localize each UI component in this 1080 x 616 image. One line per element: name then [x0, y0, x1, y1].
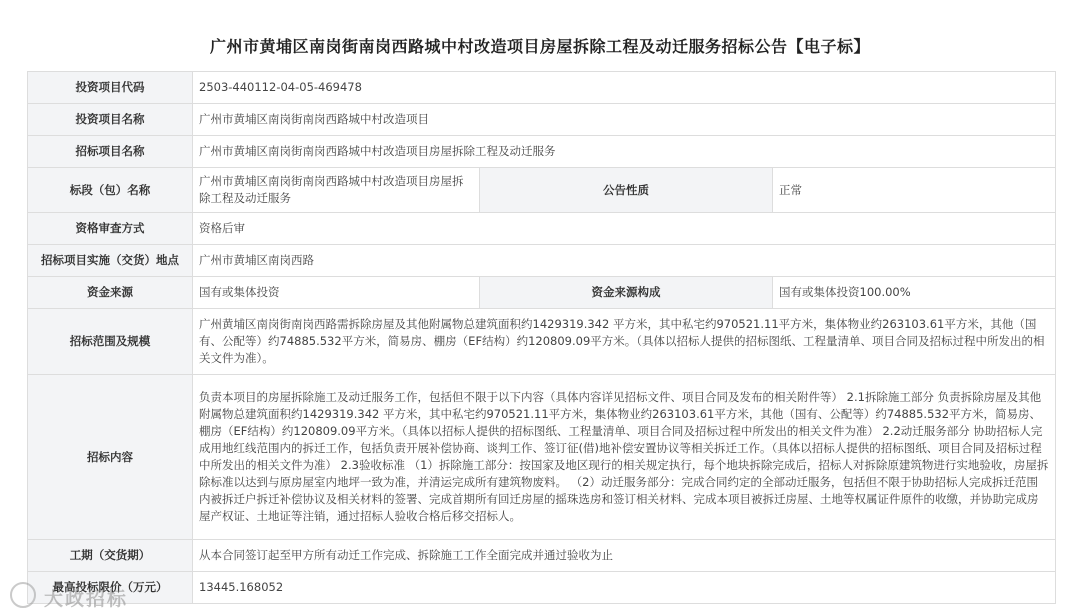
- section-name-value: 广州市黄埔区南岗街南岗西路城中村改造项目房屋拆除工程及动迁服务: [193, 168, 480, 213]
- scope-label: 招标范围及规模: [28, 309, 193, 375]
- duration-value: 从本合同签订起至甲方所有动迁工作完成、拆除施工工作全面完成并通过验收为止: [193, 540, 1056, 572]
- tender-name-value: 广州市黄埔区南岗街南岗西路城中村改造项目房屋拆除工程及动迁服务: [193, 136, 1056, 168]
- table-row: [28, 540, 1056, 572]
- table-row: [28, 72, 1056, 104]
- fund-source-label: 资金来源: [28, 277, 193, 309]
- duration-label: 工期（交货期）: [28, 540, 193, 572]
- fund-composition-label: 资金来源构成: [480, 277, 773, 309]
- tender-name-label: 招标项目名称: [28, 136, 193, 168]
- table-row: [28, 309, 1056, 375]
- table-row: [28, 375, 1056, 540]
- watermark-text: 大政招标: [44, 588, 129, 610]
- fund-source-value: 国有或集体投资: [193, 277, 480, 309]
- table-row: [28, 572, 1056, 604]
- location-label: 招标项目实施（交货）地点: [28, 245, 193, 277]
- logo-icon: [10, 582, 36, 608]
- section-name-label: 标段（包）名称: [28, 168, 193, 213]
- table-row: [28, 213, 1056, 245]
- table-row: [28, 168, 1056, 213]
- scope-value: 广州黄埔区南岗街南岗西路需拆除房屋及其他附属物总建筑面积约1429319.342 平方米，其中私宅约970521.11平方米，集体物业约263103.61平方米，其他（国有、公配等）约74885.532平方米，简易房、棚房（EF结构）约120809.09平方米。（具体以招标人提供的招标图纸、工程量清单、项目合同及招标过程中所发出的相关文件为准）。: [193, 309, 1056, 375]
- qualification-label: 资格审查方式: [28, 213, 193, 245]
- tender-info-table: [27, 71, 1056, 604]
- content-label: 招标内容: [28, 375, 193, 540]
- table-row: [28, 277, 1056, 309]
- project-code-value: 2503-440112-04-05-469478: [193, 72, 1056, 104]
- notice-type-label: 公告性质: [480, 168, 773, 213]
- content-value: 负责本项目的房屋拆除施工及动迁服务工作，包括但不限于以下内容（具体内容详见招标文件、项目合同及发布的相关附件等） 2.1拆除施工部分 负责拆除房屋及其他附属物总建筑面积约1429319.342 平方米，其中私宅约970521.11平方米，集体物业约263103.61平方米，其他（国有、公配等）约74885.532平方米，简易房、棚房（EF结构）约120809.09平方米。（具体以招标人提供的招标图纸、工程量清单、项目合同及招标过程中所发出的相关文件为准） 2.2动迁服务部分 协助招标人完成用地红线范围内的拆迁工作，包括负责开展补偿协商、谈判工作、签订征(借)地补偿安置协议等相关拆迁工作。（具体以招标人提供的招标图纸、项目合同及招标过程中所发出的相关文件为准） 2.3验收标准 （1）拆除施工部分：按国家及地区现行的相关规定执行，每个地块拆除完成后，招标人对拆除原建筑物进行实地验收，房屋拆除标准以达到与原房屋室内地坪一致为准，并清运完成所有建筑物废料。 （2）动迁服务部分：完成合同约定的全部动迁服务，包括但不限于协助招标人完成拆迁范围内被拆迁户拆迁补偿协议及相关材料的签署、完成首期所有回迁房屋的摇珠选房和签订相关材料、完成本项目被拆迁房屋、土地等权属证件原件的收缴，并协助完成房屋产权证、土地证等注销，通过招标人验收合格后移交招标人。: [193, 375, 1056, 540]
- project-name-value: 广州市黄埔区南岗街南岗西路城中村改造项目: [193, 104, 1056, 136]
- table-row: [28, 136, 1056, 168]
- project-code-label: 投资项目代码: [28, 72, 193, 104]
- table-row: [28, 245, 1056, 277]
- table-row: [28, 104, 1056, 136]
- max-price-label: 最高投标限价（万元）: [28, 572, 193, 604]
- qualification-value: 资格后审: [193, 213, 1056, 245]
- location-value: 广州市黄埔区南岗西路: [193, 245, 1056, 277]
- max-price-value: 13445.168052: [193, 572, 1056, 604]
- notice-type-value: 正常: [773, 168, 1056, 213]
- project-name-label: 投资项目名称: [28, 104, 193, 136]
- fund-composition-value: 国有或集体投资100.00%: [773, 277, 1056, 309]
- watermark: [4, 574, 144, 614]
- page-title: 广州市黄埔区南岗街南岗西路城中村改造项目房屋拆除工程及动迁服务招标公告【电子标】: [209, 37, 870, 56]
